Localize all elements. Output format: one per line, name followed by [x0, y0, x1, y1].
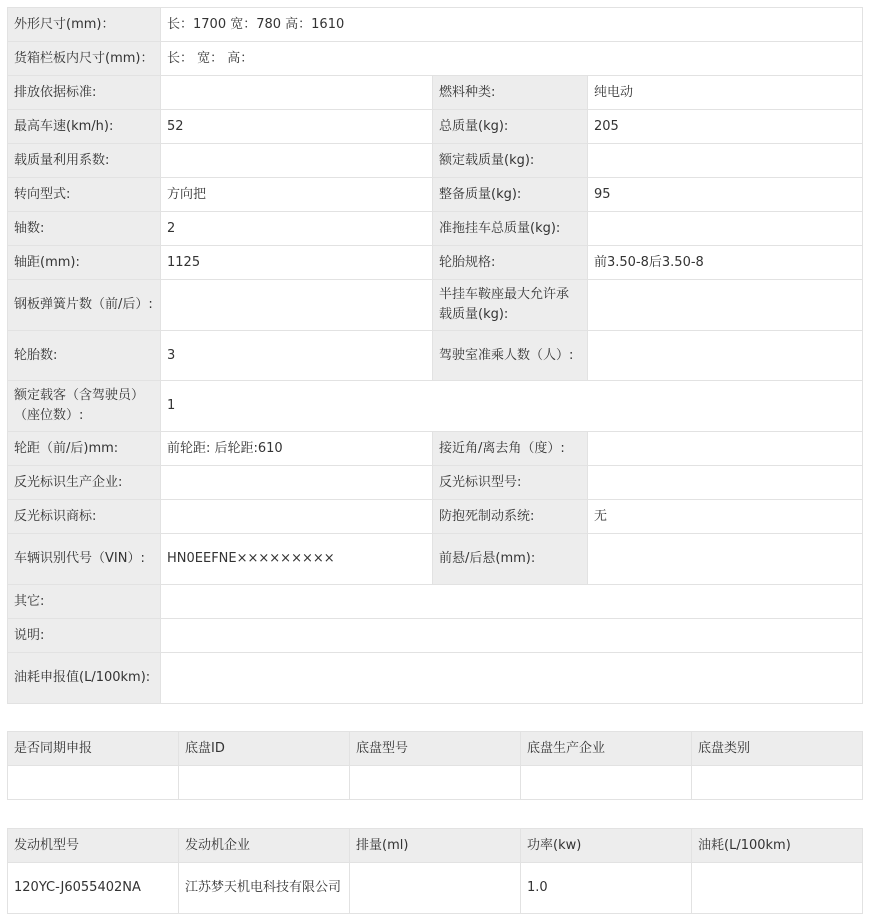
- engine-header-power: 功率(kw): [521, 829, 692, 863]
- rated-load-label: 额定载质量(kg):: [433, 144, 588, 178]
- vin-value: HN0EEFNE×××××××××: [161, 534, 433, 585]
- cargo-dimensions-value: 长： 宽： 高：: [161, 42, 863, 76]
- spec-row-wheelbase: [8, 246, 863, 280]
- chassis-header-row: [8, 732, 863, 766]
- curb-mass-value: 95: [588, 178, 863, 212]
- leaf-spring-label: 钢板弹簧片数（前/后）:: [8, 280, 161, 331]
- spec-row-steering: [8, 178, 863, 212]
- spec-row-emission: [8, 76, 863, 110]
- other-label: 其它:: [8, 585, 161, 619]
- vehicle-spec-table: [7, 7, 863, 704]
- note-label: 说明:: [8, 619, 161, 653]
- track-width-value: 前轮距: 后轮距:610: [161, 432, 433, 466]
- spec-row-speed: [8, 110, 863, 144]
- spec-row-fuel-consumption: [8, 653, 863, 704]
- saddle-mass-label: 半挂车鞍座最大允许承载质量(kg):: [433, 280, 588, 331]
- overhang-value: [588, 534, 863, 585]
- engine-header-fuel-consumption: 油耗(L/100km): [692, 829, 863, 863]
- chassis-header-id: 底盘ID: [179, 732, 350, 766]
- track-width-label: 轮距（前/后)mm:: [8, 432, 161, 466]
- rated-seats-value: 1: [161, 381, 863, 432]
- spec-row-seats: [8, 381, 863, 432]
- max-speed-value: 52: [161, 110, 433, 144]
- steering-type-label: 转向型式:: [8, 178, 161, 212]
- chassis-header-maker: 底盘生产企业: [521, 732, 692, 766]
- load-utilization-label: 载质量利用系数:: [8, 144, 161, 178]
- fuel-type-value: 纯电动: [588, 76, 863, 110]
- tire-spec-value: 前3.50-8后3.50-8: [588, 246, 863, 280]
- abs-value: 无: [588, 500, 863, 534]
- tire-count-label: 轮胎数:: [8, 331, 161, 381]
- other-value: [161, 585, 863, 619]
- approach-angle-label: 接近角/离去角（度）:: [433, 432, 588, 466]
- chassis-maker-cell: [521, 766, 692, 800]
- chassis-id-cell: [179, 766, 350, 800]
- rated-seats-label: 额定载客（含驾驶员）（座位数）:: [8, 381, 161, 432]
- cab-capacity-label: 驾驶室准乘人数（人）:: [433, 331, 588, 381]
- spec-row-axles: [8, 212, 863, 246]
- tire-spec-label: 轮胎规格:: [433, 246, 588, 280]
- reflector-brand-value: [161, 500, 433, 534]
- spec-row-reflector: [8, 466, 863, 500]
- table-row: [8, 766, 863, 800]
- curb-mass-label: 整备质量(kg):: [433, 178, 588, 212]
- table-row: [8, 863, 863, 914]
- spec-row-other: [8, 585, 863, 619]
- overhang-label: 前悬/后悬(mm):: [433, 534, 588, 585]
- load-utilization-value: [161, 144, 433, 178]
- engine-header-maker: 发动机企业: [179, 829, 350, 863]
- leaf-spring-value: [161, 280, 433, 331]
- spec-row-spring: [8, 280, 863, 331]
- spec-row-tires: [8, 331, 863, 381]
- fuel-type-label: 燃料种类:: [433, 76, 588, 110]
- spec-row-utilization: [8, 144, 863, 178]
- trailer-mass-value: [588, 212, 863, 246]
- reflector-brand-label: 反光标识商标:: [8, 500, 161, 534]
- chassis-model-cell: [350, 766, 521, 800]
- engine-header-row: [8, 829, 863, 863]
- dimensions-value: 长：1700 宽：780 高：1610: [161, 8, 863, 42]
- engine-maker-cell: 江苏梦天机电科技有限公司: [179, 863, 350, 914]
- reflector-model-label: 反光标识型号:: [433, 466, 588, 500]
- cab-capacity-value: [588, 331, 863, 381]
- engine-header-model: 发动机型号: [8, 829, 179, 863]
- chassis-header-concurrent: 是否同期申报: [8, 732, 179, 766]
- spec-row-note: [8, 619, 863, 653]
- spec-row-cargo: [8, 42, 863, 76]
- spec-row-abs: [8, 500, 863, 534]
- spec-row-track: [8, 432, 863, 466]
- spec-row-vin: [8, 534, 863, 585]
- max-speed-label: 最高车速(km/h):: [8, 110, 161, 144]
- engine-fuel-consumption-cell: [692, 863, 863, 914]
- axle-count-value: 2: [161, 212, 433, 246]
- chassis-concurrent-cell: [8, 766, 179, 800]
- engine-table: [7, 828, 863, 914]
- saddle-mass-value: [588, 280, 863, 331]
- reflector-maker-value: [161, 466, 433, 500]
- gross-mass-label: 总质量(kg):: [433, 110, 588, 144]
- gross-mass-value: 205: [588, 110, 863, 144]
- vin-label: 车辆识别代号（VIN）:: [8, 534, 161, 585]
- axle-count-label: 轴数:: [8, 212, 161, 246]
- dimensions-label: 外形尺寸(mm)：: [8, 8, 161, 42]
- steering-type-value: 方向把: [161, 178, 433, 212]
- engine-displacement-cell: [350, 863, 521, 914]
- engine-header-displacement: 排量(ml): [350, 829, 521, 863]
- reflector-model-value: [588, 466, 863, 500]
- engine-model-cell: 120YC-J6055402NA: [8, 863, 179, 914]
- emission-standard-value: [161, 76, 433, 110]
- reflector-maker-label: 反光标识生产企业:: [8, 466, 161, 500]
- cargo-dimensions-label: 货箱栏板内尺寸(mm)：: [8, 42, 161, 76]
- spec-row-dimensions: [8, 8, 863, 42]
- chassis-header-model: 底盘型号: [350, 732, 521, 766]
- note-value: [161, 619, 863, 653]
- chassis-header-category: 底盘类别: [692, 732, 863, 766]
- fuel-consumption-value: [161, 653, 863, 704]
- fuel-consumption-label: 油耗申报值(L/100km):: [8, 653, 161, 704]
- approach-angle-value: [588, 432, 863, 466]
- rated-load-value: [588, 144, 863, 178]
- engine-power-cell: 1.0: [521, 863, 692, 914]
- trailer-mass-label: 准拖挂车总质量(kg):: [433, 212, 588, 246]
- wheelbase-value: 1125: [161, 246, 433, 280]
- emission-standard-label: 排放依据标准:: [8, 76, 161, 110]
- chassis-table: [7, 731, 863, 800]
- wheelbase-label: 轴距(mm):: [8, 246, 161, 280]
- chassis-category-cell: [692, 766, 863, 800]
- tire-count-value: 3: [161, 331, 433, 381]
- abs-label: 防抱死制动系统:: [433, 500, 588, 534]
